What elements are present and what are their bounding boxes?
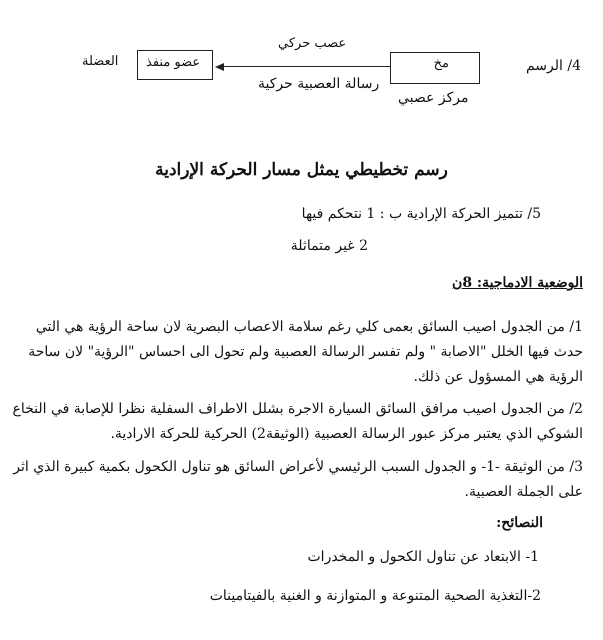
q5-line-2: 2 غير متماثلة [290,238,368,254]
advice-item-1: 1- الابتعاد عن تناول الكحول و المخدرات [307,549,539,565]
page-title: رسم تخطيطي يمثل مسار الحركة الإرادية [155,160,448,180]
q5-line-1: 5/ تتميز الحركة الإرادية ب : 1 نتحكم فيها [301,206,541,222]
arrow-left-icon [215,63,224,71]
advice-item-2: 2-التغذية الصحية المتنوعة و المتوازنة و الغنية بالفيتامينات [209,588,541,604]
motor-nerve-line [222,66,390,67]
motor-message-label: رسالة العصبية حركية [258,76,380,92]
advice-heading: النصائح: [496,515,543,531]
brain-box [390,52,480,84]
section-label: 4/ الرسم [525,58,581,74]
muscle-label: العضلة [82,54,119,69]
integration-item-3: 3/ من الوثيقة -1- و الجدول السبب الرئيسي لأعراض السائق هو تناول الكحول بكمية كبيرة الذي اثر على الجملة العصبية. [13,459,583,500]
integration-item-2: 2/ من الجدول اصيب مرافق السائق السيارة الاجرة بشلل الاطراف السفلية نظرا للإصابة في النخاع الشوكي الذي يعتبر مركز عبور الرسالة العصبية (الوثيقة2) الحركية للحركة الارادية. [12,401,583,442]
effector-box-label: عضو منفذ [146,55,201,70]
integration-item-1: 1/ من الجدول اصيب السائق بعمى كلي رغم سلامة الاعصاب البصرية لان ساحة الرؤية هي التي حدث فيها الخلل "الاصابة " ولم تفسر الرسالة العصبية ولم تحول الى احساس "الرؤية" لان ساحة الرؤية هي المسؤول عن ذلك. [28,319,583,385]
integration-heading: الوضعية الادماجية: 8ن [452,275,583,291]
effector-box [137,50,213,80]
brain-box-label: مخ [433,56,449,71]
nerve-center-caption: مركز عصبي [398,90,469,106]
motor-nerve-label: عصب حركي [278,36,347,51]
